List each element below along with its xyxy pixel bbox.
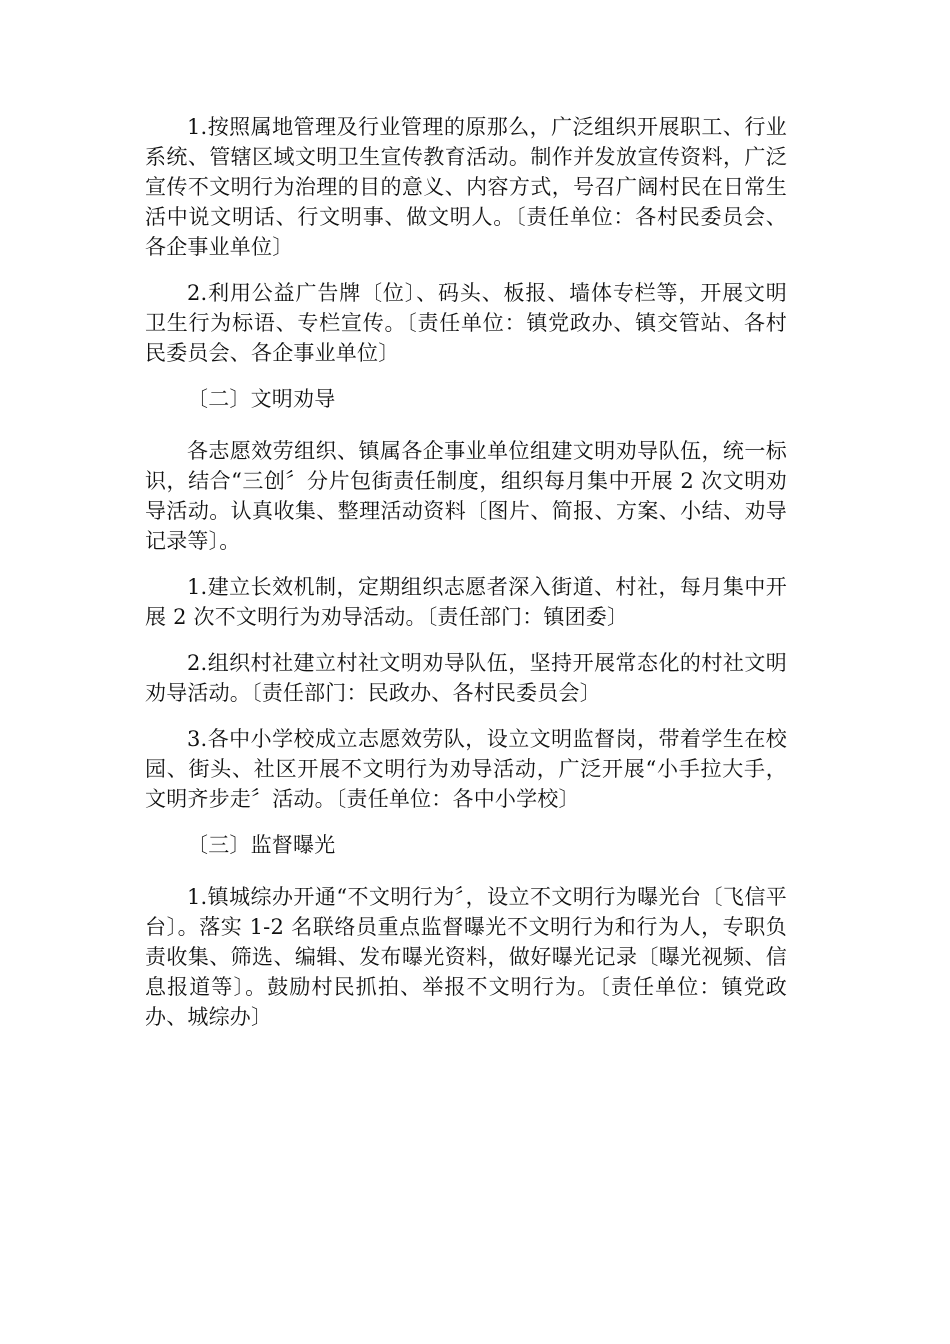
paragraph-village-teams: 2.组织村社建立村社文明劝导队伍，坚持开展常态化的村社文明劝导活动。〔责任部门：民政办、各村民委员会〕 (145, 651, 787, 705)
paragraph-publicity-education: 1.按照属地管理及行业管理的原那么，广泛组织开展职工、行业系统、管辖区域文明卫生宣传教育活动。制作并发放宣传资料，广泛宣传不文明行为治理的目的意义、内容方式，号召广阔村民在日常生活中说文明话、行文明事、做文明人。〔责任单位：各村民委员会、各企事业单位〕 (145, 115, 787, 259)
paragraph-exposure-platform: 1.镇城综办开通“不文明行为〞，设立不文明行为曝光台〔飞信平台〕。落实 1-2 名联络员重点监督曝光不文明行为和行为人，专职负责收集、筛选、编辑、发布曝光资料，做好曝光记录〔曝光视频、信息报道等〕。鼓励村民抓拍、举报不文明行为。〔责任单位：镇党政办、城综办〕 (145, 885, 787, 1029)
section-heading-civilized-persuasion: 〔二〕文明劝导 (187, 387, 336, 411)
section-heading-supervision-exposure: 〔三〕监督曝光 (187, 833, 336, 857)
paragraph-long-term-mechanism: 1.建立长效机制，定期组织志愿者深入街道、村社，每月集中开展 2 次不文明行为劝导活动。〔责任部门：镇团委〕 (145, 575, 787, 629)
paragraph-persuasion-teams: 各志愿效劳组织、镇属各企事业单位组建文明劝导队伍，统一标识，结合“三创〞分片包街责任制度，组织每月集中开展 2 次文明劝导活动。认真收集、整理活动资料〔图片、简报、方案、小结、劝导记录等〕。 (145, 439, 787, 553)
paragraph-school-volunteers: 3.各中小学校成立志愿效劳队，设立文明监督岗，带着学生在校园、街头、社区开展不文明行为劝导活动，广泛开展“小手拉大手，文明齐步走〞活动。〔责任单位：各中小学校〕 (145, 727, 787, 811)
document-body (145, 112, 787, 1048)
paragraph-public-billboards: 2.利用公益广告牌〔位〕、码头、板报、墙体专栏等，开展文明卫生行为标语、专栏宣传。〔责任单位：镇党政办、镇交管站、各村民委员会、各企事业单位〕 (145, 281, 787, 365)
